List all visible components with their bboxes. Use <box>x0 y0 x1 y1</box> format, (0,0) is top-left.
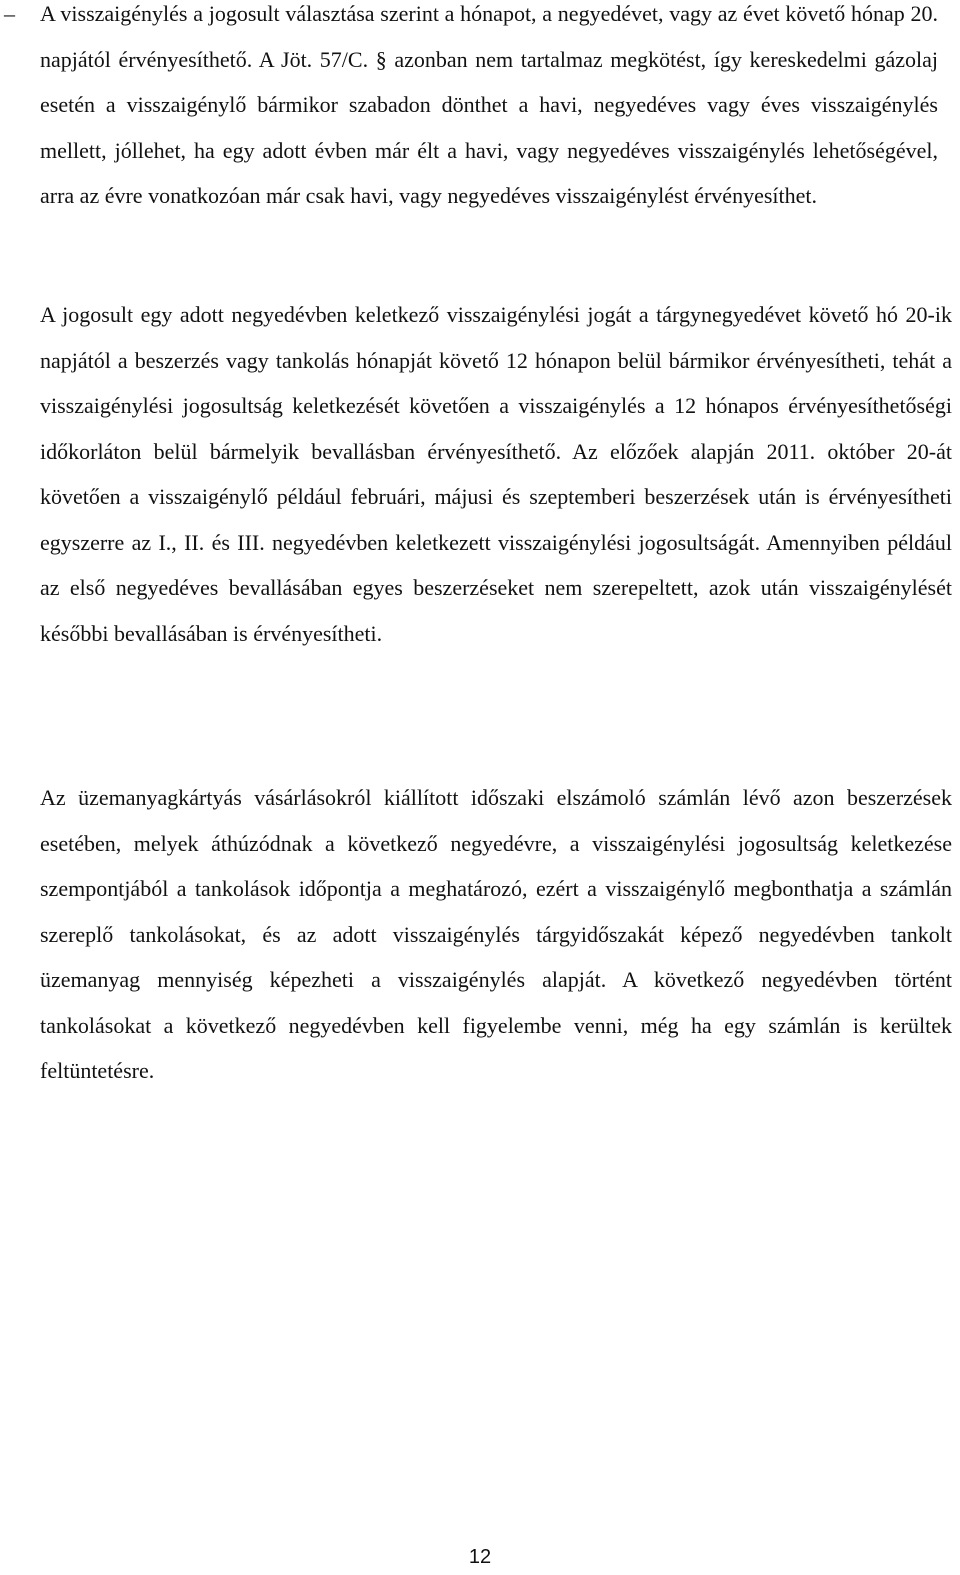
bullet-paragraph: A visszaigénylés a jogosult választása szerint a hónapot, a negyedévet, vagy az évet követő hónap 20. napjától érvényesíthető. A Jöt. 57/C. § azonban nem tartalmaz megkötést, így kereskedelmi gázolaj esetén a visszaigénylő bármikor szabadon dönthet a havi, negyedéves vagy éves visszaigénylés mellett, jóllehet, ha egy adott évben már élt a havi, vagy negyedéves visszaigénylés lehetőségével, arra az évre vonatkozóan már csak havi, vagy negyedéves visszaigénylést érvényesíthet. <box>40 1 938 208</box>
paragraph-fuel-card: Az üzemanyagkártyás vásárlásokról kiállított időszaki elszámoló számlán lévő azon beszerzések esetében, melyek áthúzódnak a következő negyedévre, a visszaigénylési jogosultság keletkezése szempontjából a tankolások időpontja a meghatározó, ezért a visszaigénylő megbonthatja a számlán szereplő tankolásokat, és az adott visszaigénylés tárgyidőszakát képező negyedévben tankolt üzemanyag mennyiség képezheti a visszaigénylés alapját. A következő negyedévben történt tankolásokat a következő negyedévben kell figyelembe venni, még ha egy számlán is kerültek feltüntetésre. <box>40 785 952 1083</box>
page-number: 12 <box>468 1546 492 1568</box>
paragraph-validation-period: A jogosult egy adott negyedévben keletkező visszaigénylési jogát a tárgynegyedévet követő hó 20-ik napjától a beszerzés vagy tankolás hónapját követő 12 hónapon belül bármikor érvényesítheti, tehát a visszaigénylési jogosultság keletkezését követően a visszaigénylés a 12 hónapos érvényesíthetőségi időkorláton belül bármelyik bevallásban érvényesíthető. Az előzőek alapján 2011. október 20-át követően a visszaigénylő például februári, májusi és szeptemberi beszerzések után is érvényesítheti egyszerre az I., II. és III. negyedévben keletkezett visszaigénylési jogosultságát. Amennyiben például az első negyedéves bevallásában egyes beszerzéseket nem szerepeltett, azok után visszaigénylését későbbi bevallásában is érvényesítheti. <box>40 302 952 646</box>
bullet-dash: – <box>4 1 15 26</box>
